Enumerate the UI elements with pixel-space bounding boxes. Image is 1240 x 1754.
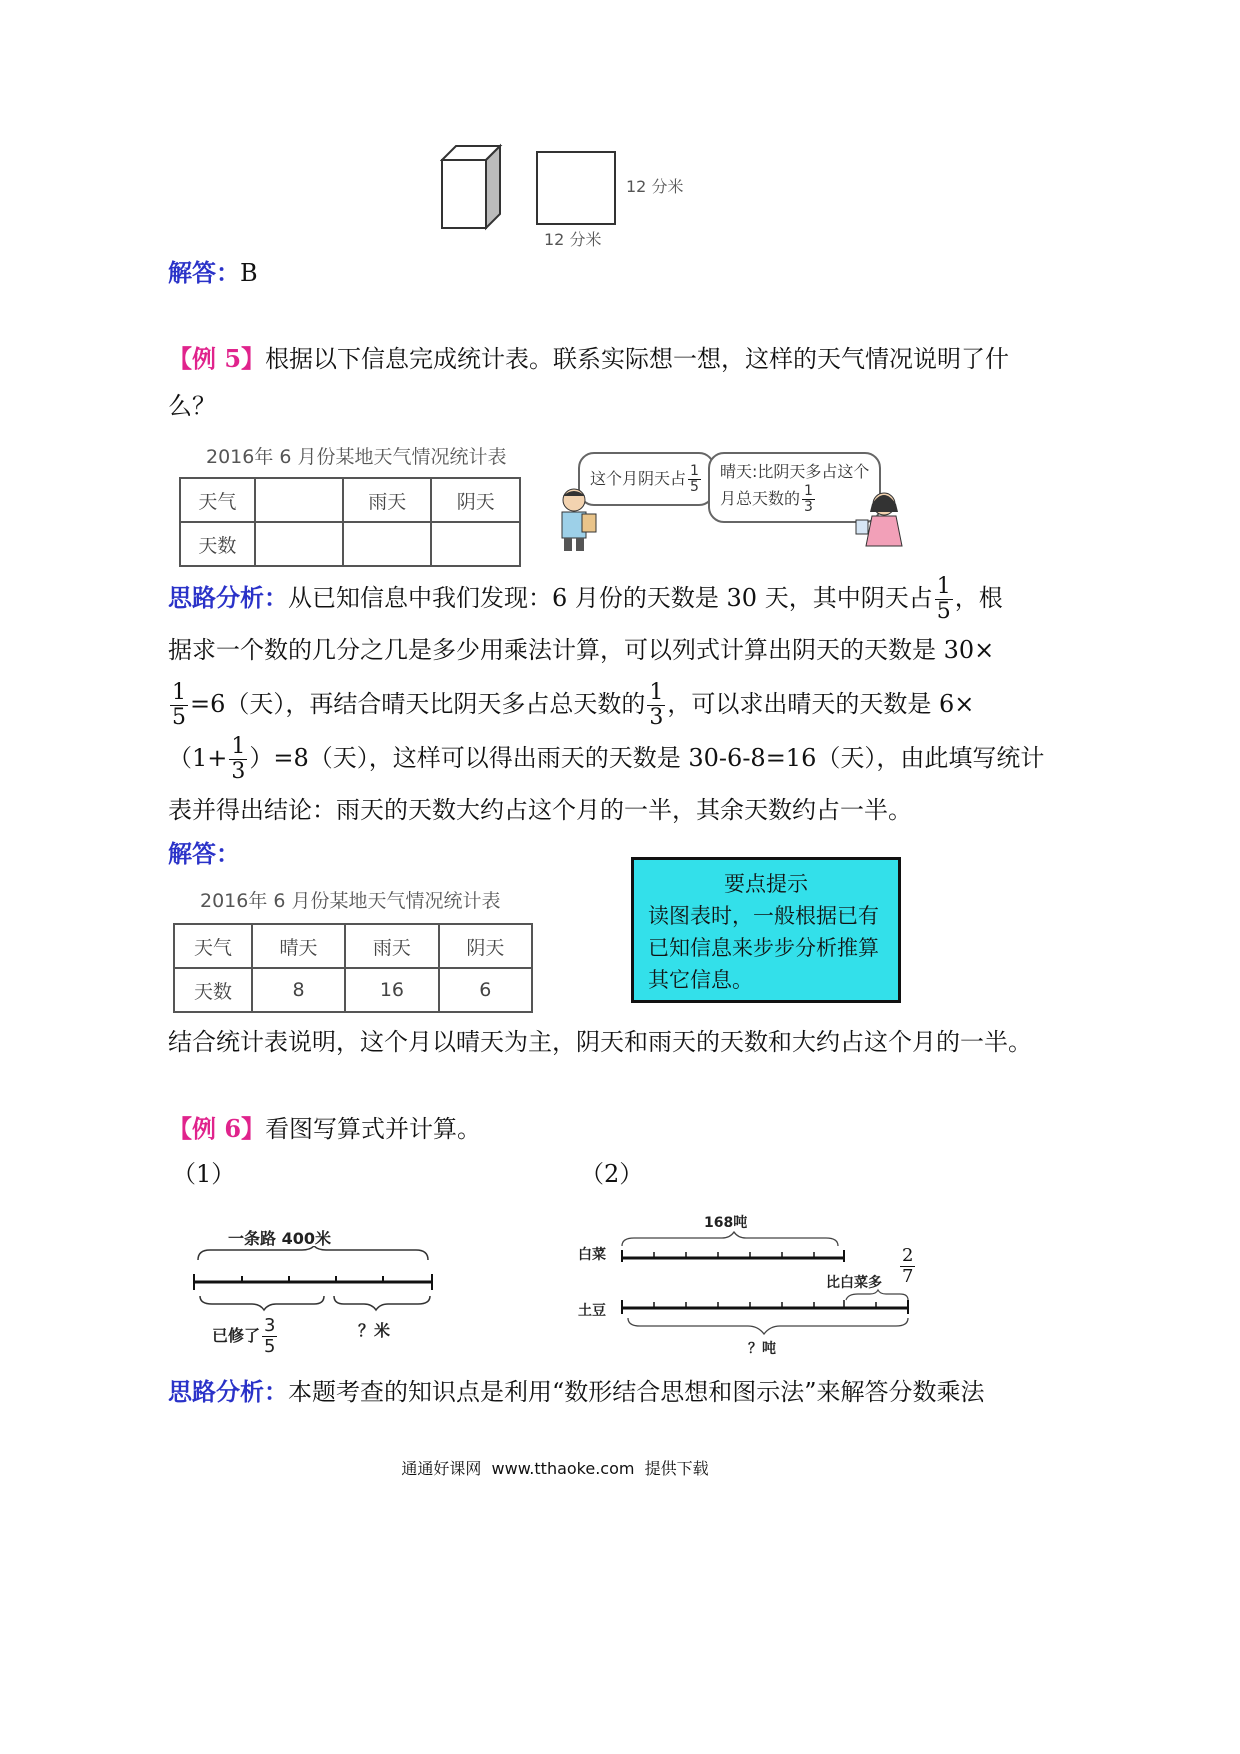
- table-cell: 8: [252, 968, 345, 1012]
- answer-label: 解答：: [168, 259, 240, 287]
- ex5-analysis-line2: 据求一个数的几分之几是多少用乘法计算，可以列式计算出阴天的天数是 30×: [168, 636, 995, 664]
- table-cell: [431, 522, 520, 566]
- fraction: $\frac{1}{5}$: [172, 680, 186, 730]
- table-cell: 阴天: [431, 478, 520, 522]
- key-point-box: [631, 857, 901, 1003]
- ex5-analysis-line1: 思路分析：从已知信息中我们发现：6 月份的天数是 30 天，其中阴天占 $\frac{1}{5}$ ，根: [168, 574, 1003, 624]
- ex6-question: 【例 6】看图写算式并计算。: [168, 1114, 482, 1143]
- ex5-table-title: 2016年 6 月份某地天气情况统计表: [206, 446, 507, 468]
- fig2-row1-label: 白菜: [578, 1247, 606, 1263]
- ex5-conclusion: 结合统计表说明，这个月以晴天为主，阴天和雨天的天数和大约占这个月的一半。: [168, 1028, 1032, 1056]
- fig1-unknown-label: ？米: [358, 1321, 391, 1340]
- ex6-part1-label: （1）: [172, 1160, 236, 1188]
- fraction: $\frac{1}{3}$: [649, 680, 664, 730]
- fig2-total-label: 168吨: [704, 1215, 748, 1231]
- analysis-label: 思路分析：: [168, 584, 288, 612]
- road-diagram: [190, 1246, 436, 1312]
- ex5-answer-table: [173, 923, 533, 1013]
- table-cell: [255, 522, 343, 566]
- ex5-question-line2: 么？: [168, 392, 216, 420]
- page-footer: 通通好课网 www.tthaoke.com 提供下载: [401, 1459, 709, 1478]
- ex5-tag: 【例 5】: [168, 344, 266, 373]
- ex6-part2-label: （2）: [580, 1160, 644, 1188]
- fraction: $\frac{1}{5}$: [936, 574, 951, 624]
- fraction: $\frac{1}{3}$: [231, 734, 246, 784]
- key-point-title: 要点提示: [724, 872, 808, 896]
- key-point-body: 读图表时，一般根据已有已知信息来步步分析推算其它信息。: [648, 904, 879, 992]
- fig2-more-label: 比白菜多: [826, 1275, 882, 1291]
- table-cell: [343, 522, 432, 566]
- answer-line-prev: [168, 245, 258, 301]
- ex6-tag: 【例 6】: [168, 1114, 266, 1143]
- girl-illustration: [848, 490, 912, 554]
- table-cell: 6: [439, 968, 532, 1012]
- fig2-fraction: $\frac{2}{7}$: [902, 1245, 914, 1287]
- answer-value: B: [240, 259, 258, 287]
- table-cell: 阴天: [439, 924, 532, 968]
- analysis-label: 思路分析：: [168, 1378, 288, 1406]
- ex6-analysis: 思路分析：本题考查的知识点是利用“数形结合思想和图示法”来解答分数乘法: [168, 1378, 985, 1406]
- fraction: $\frac{3}{5}$: [264, 1315, 276, 1357]
- table-cell: 天气: [180, 478, 255, 522]
- ex5-analysis-line4: （1+ $\frac{1}{3}$ ）=8（天），这样可以得出雨天的天数是 30-6-8=16（天），由此填写统计: [168, 734, 1045, 784]
- cuboid-figure: [440, 142, 510, 234]
- table-cell: 雨天: [345, 924, 438, 968]
- ex5-analysis-line3: $\frac{1}{5}$ =6（天），再结合晴天比阴天多占总天数的 $\frac{1}{3}$ ，可以求出晴天的天数是 6×: [172, 680, 975, 730]
- table-cell: 天数: [180, 522, 255, 566]
- table-cell: 雨天: [343, 478, 432, 522]
- square-figure: [536, 151, 616, 225]
- speech-bubble-girl: 晴天:比阴天多占这个 月总天数的 $\frac{1}{3}$: [708, 452, 881, 523]
- fig2-unknown-label: ？吨: [748, 1341, 776, 1357]
- fig1-total-label: 一条路 400米: [228, 1229, 331, 1248]
- ex5-analysis-line5: 表并得出结论：雨天的天数大约占这个月的一半，其余天数约占一半。: [168, 796, 912, 824]
- table-cell: 天气: [174, 924, 252, 968]
- ex5-answer-table-title: 2016年 6 月份某地天气情况统计表: [200, 890, 501, 912]
- table-cell: 天数: [174, 968, 252, 1012]
- ex5-answer-label: 解答：: [168, 840, 240, 868]
- ex5-question-1: 根据以下信息完成统计表。联系实际想一想，这样的天气情况说明了什: [265, 345, 1010, 373]
- square-bottom-label: 12 分米: [544, 230, 602, 249]
- table-cell: 晴天: [252, 924, 345, 968]
- ex5-question-line1: [168, 331, 1009, 387]
- boy-illustration: [548, 486, 610, 552]
- ex5-question-table: [179, 477, 521, 567]
- table-cell: [255, 478, 343, 522]
- fig2-row2-label: 土豆: [578, 1303, 606, 1319]
- speech-bubble-boy: 这个月阴天占 $\frac{1}{5}$: [578, 452, 715, 506]
- square-side-label: 12 分米: [626, 177, 684, 196]
- fig1-repaired-label: 已修了 $\frac{3}{5}$: [212, 1315, 276, 1357]
- table-cell: 16: [345, 968, 438, 1012]
